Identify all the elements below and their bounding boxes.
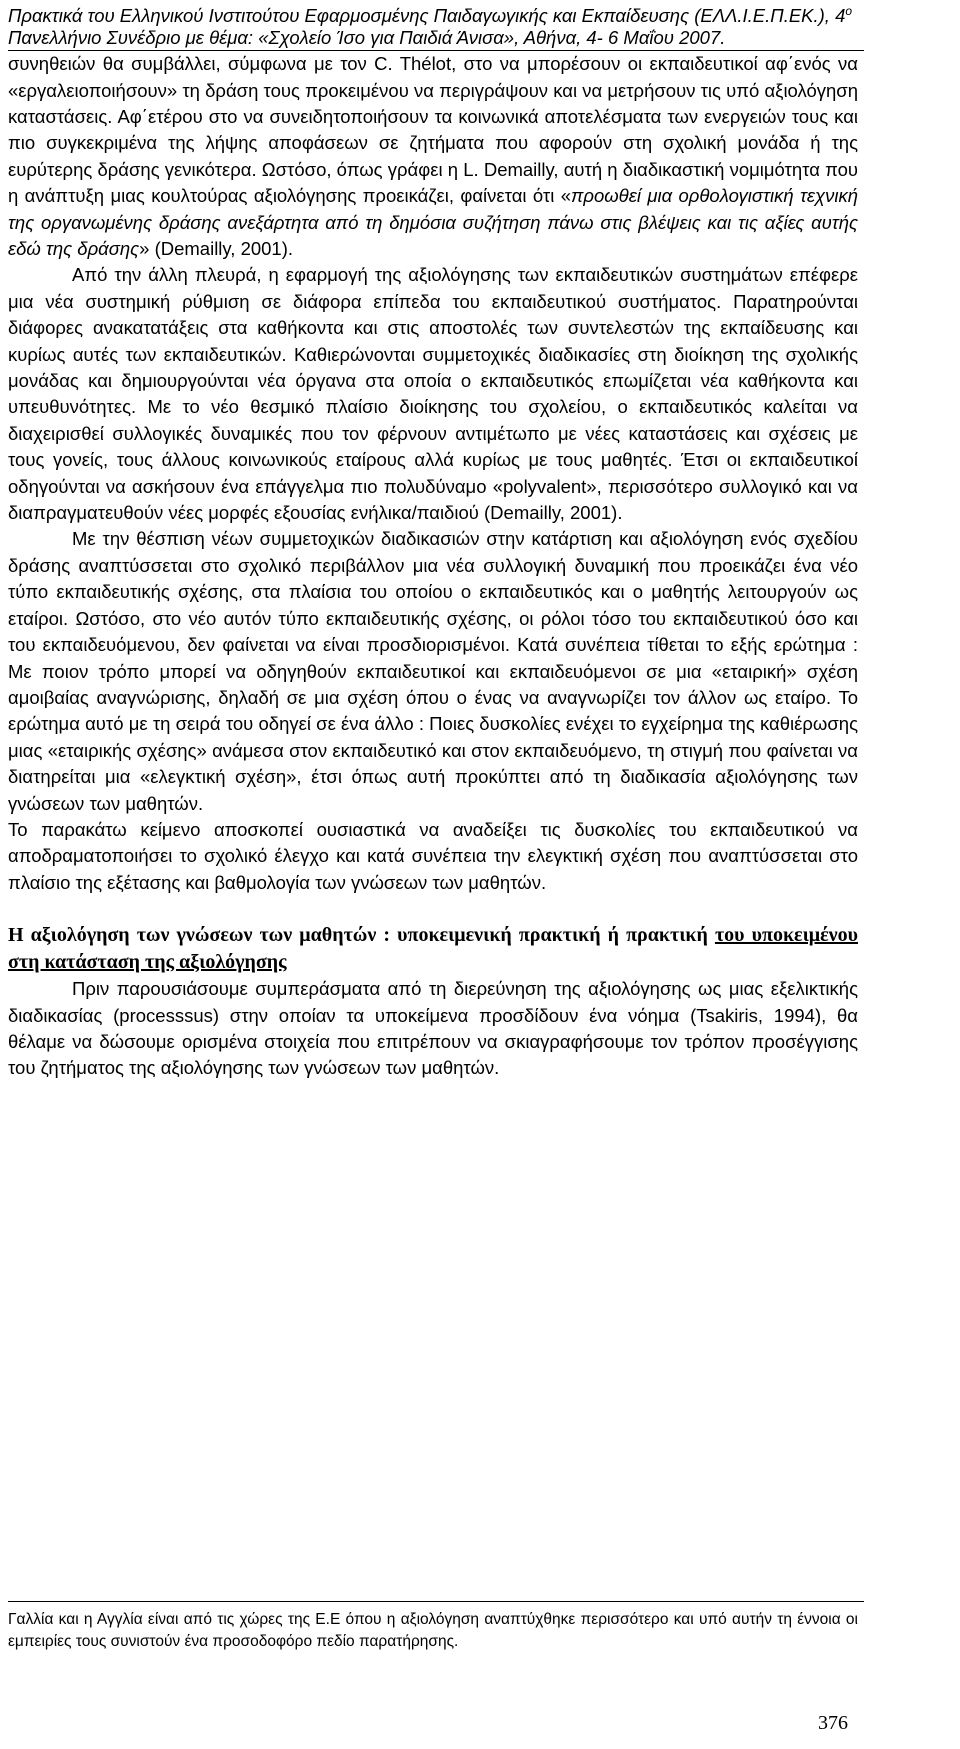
paragraph-5: Πριν παρουσιάσουμε συμπεράσματα από τη διερεύνηση της αξιολόγησης ως μιας εξελικτικής διαδικασίας (processsus) στην οποίαν τα υποκείμενα προσδίδουν ένα νόημα (Tsakiris, 1994), θα θέλαμε να δώσουμε ορισμένα στοιχεία που επιτρέπουν να σκιαγραφήσουμε τον τρόπον προσέγγισης του ζητήματος της αξιολόγησης των γνώσεων των μαθητών. (8, 978, 858, 1079)
header-ordinal: ο (845, 4, 853, 18)
section-heading (8, 922, 858, 976)
paragraph-1-text: συνηθειών θα συμβάλλει, σύμφωνα με τον C. Thélot, στο να μπορέσουν οι εκπαιδευτικοί αφ΄ενός να «εργαλειοποιήσουν» τη δράση τους προκειμένου να περιγράψουν και να μετρήσουν τις υπό αξιολόγηση καταστάσεις. Αφ΄ετέρου στο να συνειδητοποιήσουν τα κοινωνικά αποτελέσματα των ενεργειών τους και πιο συγκεκριμένα της λήψης αποφάσεων σε ζητήματα που αφορούν στη σχολική μονάδα ή της ευρύτερης δράσης γενικότερα. Ωστόσο, όπως γράφει η L. Demailly, αυτή η διαδικαστική νομιμότητα που η ανάπτυξη μιας κουλτούρας αξιολόγησης προεικάζει, φαίνεται ότι « (8, 53, 858, 207)
paragraph-3: Με την θέσπιση νέων συμμετοχικών διαδικασιών στην κατάρτιση και αξιολόγηση ενός σχεδίου δράσης αναπτύσσεται στο σχολικό περιβάλλον μια νέα συλλογική δυναμική που προεικάζει ένα νέο τύπο εκπαιδευτικής σχέσης, στα πλαίσια του οποίου ο εκπαιδευτικός και ο μαθητής λειτουργούν ως εταίροι. Ωστόσο, στο νέο αυτόν τύπο εκπαιδευτικής σχέσης, οι ρόλοι τόσο του εκπαιδευτικού όσο και του εκπαιδευόμενου, δεν φαίνεται να είναι προσδιορισμένοι. Κατά συνέπεια τίθεται το εξής ερώτημα : Με ποιον τρόπο μπορεί να οδηγηθούν εκπαιδευτικοί και εκπαιδευόμενοι σε μια «εταιρική» σχέση αμοιβαίας αναγνώρισης, δηλαδή σε μια σχέση όπου ο ένας να αναγνωρίζει τον άλλον ως εταίρο. Το ερώτημα αυτό με τη σειρά του οδηγεί σε ένα άλλο : Ποιες δυσκολίες ενέχει το εγχείρημα της καθιέρωσης μιας «εταιρικής σχέσης» ανάμεσα στον εκπαιδευτικό και στον εκπαιδευόμενο, τη στιγμή που φαίνεται να διατηρείται μια «ελεγκτική σχέση», έτσι όπως αυτή προκύπτει από τη διαδικασία αξιολόγησης των γνώσεων των μαθητών. (8, 528, 858, 814)
paragraph-2: Από την άλλη πλευρά, η εφαρμογή της αξιολόγησης των εκπαιδευτικών συστημάτων επέφερε μια νέα συστημική ρύθμιση σε διάφορα επίπεδα του εκπαιδευτικού συστήματος. Παρατηρούνται διάφορες ανακατατάξεις στα καθήκοντα και στις αποστολές των συντελεστών της εκπαίδευσης και κυρίως αυτές των εκπαιδευτικών. Καθιερώνονται συμμετοχικές διαδικασίες στη διοίκηση της σχολικής μονάδας και δημιουργούνται νέα όργανα στα οποία ο εκπαιδευτικός επωμίζεται νέα καθήκοντα και υπευθυνότητες. Με το νέο θεσμικό πλαίσιο διοίκησης του σχολείου, ο εκπαιδευτικός καλείται να διαχειρισθεί συλλογικές δυναμικές που τον φέρνουν αντιμέτωπο με νέες καταστάσεις και σχέσεις με τους γονείς, τους άλλους κοινωνικούς εταίρους αλλά κυρίως με τους μαθητές. Έτσι οι εκπαιδευτικοί οδηγούνται να ασκήσουν ένα επάγγελμα πιο πολυδύναμο «polyvalent», περισσότερο συλλογικό και να διαπραγματευθούν νέες μορφές εξουσίας ενήλικα/παιδιού (Demailly, 2001). (8, 264, 858, 524)
header-text-a: Πρακτικά του Ελληνικού Ινστιτούτου Εφαρμοσμένης Παιδαγωγικής και Εκπαίδευσης (ΕΛΛ.Ι.Ε.Π.ΕΚ.), 4 (8, 5, 846, 27)
running-header (8, 0, 858, 49)
section-heading-line-1: Η αξιολόγηση των γνώσεων των μαθητών : υποκειμενική πρακτική ή πρακτική (8, 924, 715, 947)
paragraph-1-citation: » (Demailly, 2001). (139, 238, 294, 259)
document-page (8, 0, 858, 1082)
header-text-b: Πανελλήνιο Συνέδριο με θέμα: «Σχολείο Ίσο για Παιδιά Άνισα», Αθήνα, 4- 6 Μαΐου 2007. (8, 27, 726, 49)
paragraph-4: Το παρακάτω κείμενο αποσκοπεί ουσιαστικά να αναδείξει τις δυσκολίες του εκπαιδευτικού να αποδραματοποιήσει το σχολικό έλεγχο και κατά συνέπεια την ελεγκτική σχέση που αναπτύσσεται στο πλαίσιο της εξέτασης και βαθμολογία των γνώσεων των μαθητών. (8, 818, 858, 893)
section-heading-line-2: του υποκειμένου στη κατάσταση της αξιολόγησης (8, 924, 858, 974)
footnote-divider (8, 1601, 864, 1602)
page-number: 376 (818, 1712, 848, 1734)
paragraph-1-quote: προωθεί μια ορθολογιστική τεχνική της οργανωμένης δράσης ανεξάρτητα από τη δημόσια συζήτηση πάνω στις βλέψεις και τις αξίες αυτής εδώ της δράσης (8, 185, 858, 259)
footnote: Γαλλία και η Αγγλία είναι από τις χώρες της Ε.Ε όπου η αξιολόγηση αναπτύχθηκε περισσότερο και υπό αυτήν τη έννοια οι εμπειρίες τους συνιστούν ένα προσοδοφόρο πεδίο παρατήρησης. (8, 1611, 858, 1650)
body-text (8, 51, 858, 1082)
paragraph-1 (8, 51, 858, 262)
